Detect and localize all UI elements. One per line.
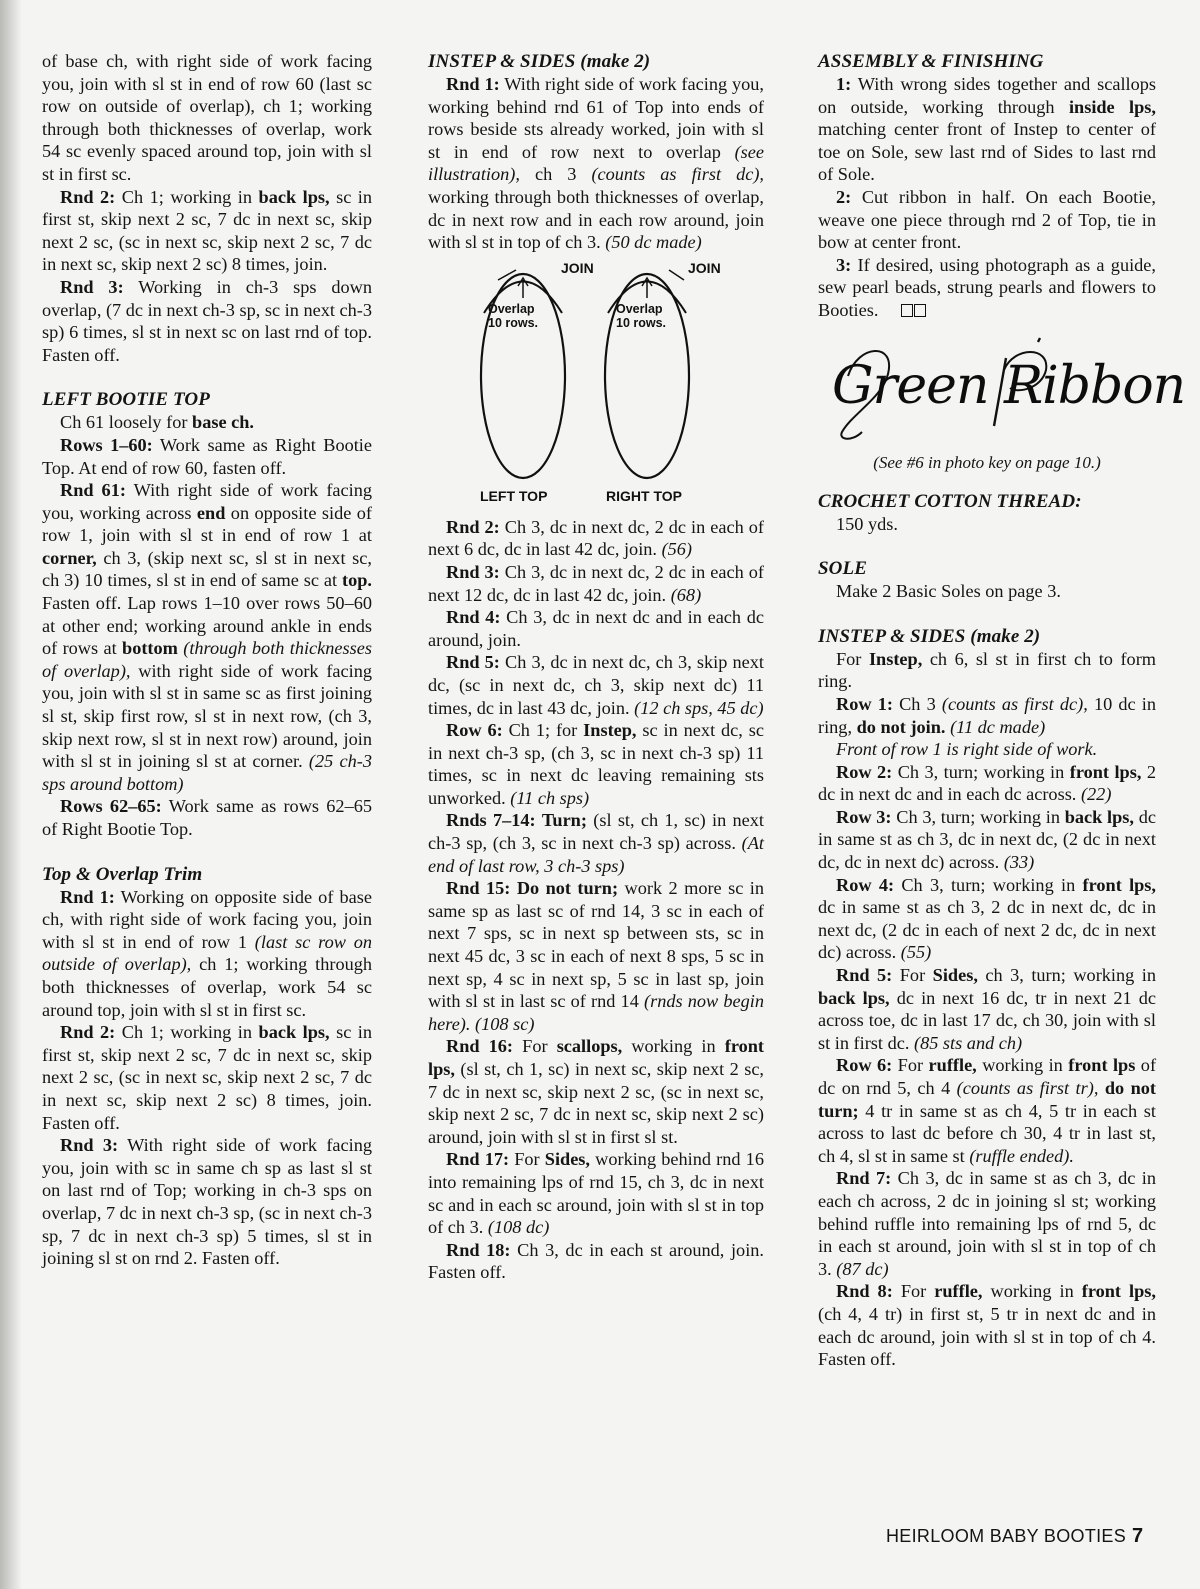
rows-label-left: 10 rows. [488, 315, 539, 330]
paragraph-row3: Row 3: Ch 3, turn; working in back lps, dc in same st as ch 3, dc in next dc, (2 dc in next dc, dc in next dc) across. (33) [818, 806, 1156, 873]
paragraph-row2: Row 2: Ch 3, turn; working in front lps, 2 dc in next dc and in each dc across. (22) [818, 761, 1156, 805]
paragraph-rows-62-65: Rows 62–65: Work same as rows 62–65 of Right Bootie Top. [42, 796, 372, 839]
pattern-title: Green Ribbon [832, 355, 1186, 416]
trim-heading: Top & Overlap Trim [42, 863, 203, 885]
page-footer [886, 1525, 1143, 1548]
page-number: 7 [1132, 1525, 1144, 1547]
paragraph-assembly-3: 3: If desired, using photograph as a guide, sew pearl beads, strung pearls and flowers to Booties. [818, 254, 1156, 320]
paragraph-assembly-2: 2: Cut ribbon in half. On each Bootie, weave one piece through rnd 2 of Top, tie in bow at center front. [818, 186, 1156, 253]
paragraph-col2-rnd15: Rnd 15: Do not turn; work 2 more sc in same sp as last sc of rnd 14, 3 sc in each of next 7 sps, sc in next sp between sts, sc in next 45 dc, 3 sc in each of next 8 sps, 5 sc in next sp, 4 sc in next sp, 5 sc in last sp, join with sl st in last sc of rnd 14 (rnds now begin here). (108 sc) [428, 878, 764, 1034]
paragraph-rnd61: Rnd 61: With right side of work facing you, working across end on opposite side of row 1, join with sl st in end of row 1 at corner, ch 3, (skip next sc, sl st in next sc, ch 3) 10 times, sl st in end of same sc at top. Fasten off. Lap rows 1–10 over rows 50–60 at other end; working around ankle in ends of rows at bottom (through both thicknesses of overlap), with right side of work facing you, join with sl st in same sc as first joining sl st, skip first row, sl st in next row, (ch 3, skip next row, sl st in next row) around, join with sl st in joining sl st at corner. (25 ch-3 sps around bottom) [42, 480, 373, 794]
page-edge-shadow [0, 0, 22, 1589]
paragraph-trim-rnd1: Rnd 1: Working on opposite side of base ch, with right side of work facing you, join with sl st in end of row 1 (last sc row on outside of overlap), ch 1; working through both thicknesses of overlap, work 54 sc around top, join with sl st in first sc. [42, 886, 373, 1020]
paragraph-col2-rnds-7-14: Rnds 7–14: Turn; (sl st, ch 1, sc) in next ch-3 sp, (ch 3, sc in next ch-3 sp) across. (At end of last row, 3 ch-3 sps) [428, 810, 764, 876]
sole-text: Make 2 Basic Soles on page 3. [836, 581, 1061, 602]
instep-sides-heading: INSTEP & SIDES (make 2) [428, 51, 651, 72]
overlap-label-left: Overlap [488, 301, 535, 316]
paragraph-col2-rnd5: Rnd 5: Ch 3, dc in next dc, ch 3, skip next dc, (sc in next dc, ch 3, skip next dc) 11 times, dc in last 43 dc, join. (12 ch sps, 45 dc) [428, 652, 764, 718]
column-3 [818, 50, 1186, 1371]
paragraph-rnd2: Rnd 2: Ch 1; working in back lps, sc in first st, skip next 2 sc, 7 dc in next sc, skip next 2 sc, (sc in next sc, skip next 2 sc, 7 dc in next sc, skip next 2 sc) 8 times, join. [42, 186, 373, 275]
paragraph-rnd3: Rnd 3: Working in ch-3 sps down overlap, (7 dc in next ch-3 sp, sc in next ch-3 sp) 6 times, sl st in next sc on last rnd of top. Fasten off. [42, 276, 372, 365]
paragraph-assembly-1: 1: With wrong sides together and scallops on outside, working through inside lps, matching center front of Instep to center of toe on Sole, sew last rnd of Sides to last rnd of Sole. [818, 74, 1156, 185]
thread-amount: 150 yds. [836, 513, 898, 534]
paragraph-rnd5: Rnd 5: For Sides, ch 3, turn; working in back lps, dc in next 16 dc, tr in next 21 dc across toe, dc in last 17 dc, ch 30, join with sl st in first dc. (85 sts and ch) [818, 965, 1156, 1053]
footer-title: HEIRLOOM BABY BOOTIES [886, 1526, 1127, 1546]
paragraph-left-ch: Ch 61 loosely for base ch. [60, 412, 254, 433]
paragraph-trim-rnd3: Rnd 3: With right side of work facing you, join with sc in same ch sp as last sl st on last rnd of Top; working in ch-3 sps on overlap, 7 dc in next ch-3 sp, (sc in next ch-3 sp, 7 dc in next ch-3 sp) 5 times, sl st in joining sl st on rnd 2. Fasten off. [42, 1135, 372, 1269]
paragraph-col2-rnd4: Rnd 4: Ch 3, dc in next dc and in each dc around, join. [428, 607, 765, 650]
right-top-label: RIGHT TOP [606, 487, 682, 504]
column-2 [428, 50, 764, 1284]
paragraph-col2-rnd16: Rnd 16: For scallops, working in front lps, (sl st, ch 1, sc) in next sc, skip next 2 sc, 7 dc in next sc, skip next 2 sc, (sc in next sc, skip next 2 sc, 7 dc in next sc, skip next 2 sc) around, join with sl st in first sl st. [428, 1036, 765, 1147]
paragraph-rnd8: Rnd 8: For ruffle, working in front lps, (ch 4, 4 tr) in first st, 5 tr in next dc and in each dc around, join with sl st in top of ch 4. Fasten off. [818, 1281, 1156, 1370]
overlap-label-right: Overlap [616, 301, 663, 316]
column-1 [42, 50, 372, 1270]
paragraph-col2-rnd3: Rnd 3: Ch 3, dc in next dc, 2 dc in each of next 12 dc, dc in last 42 dc, join. (68) [428, 561, 764, 605]
join-label-left: JOIN [561, 259, 594, 276]
pattern-title-art [818, 336, 1186, 448]
paragraph-row4: Row 4: Ch 3, turn; working in front lps, dc in same st as ch 3, 2 dc in next dc, dc in next dc, (2 dc in each of next 2 dc, dc in next dc) across. (55) [818, 874, 1156, 963]
paragraph-col2-rnd2: Rnd 2: Ch 3, dc in next dc, 2 dc in each of next 6 dc, dc in last 42 dc, join. (56) [428, 516, 764, 560]
paragraph-col2-rnd18: Rnd 18: Ch 3, dc in each st around, join. Fasten off. [428, 1239, 764, 1283]
paragraph-row6: Row 6: For ruffle, working in front lps of dc on rnd 5, ch 4 (counts as first tr), do not turn; 4 tr in same st as ch 4, 5 tr in each st across to last dc before ch 30, 4 tr in last st, ch 4, sl st in same st (ruffle ended). [818, 1055, 1157, 1166]
end-mark-icon [883, 299, 927, 322]
thread-heading: CROCHET COTTON THREAD: [818, 490, 1082, 512]
front-note: Front of row 1 is right side of work. [836, 739, 1098, 760]
paragraph-rnd7: Rnd 7: Ch 3, dc in same st as ch 3, dc in each ch across, 2 dc in joining sl st; working behind ruffle into remaining lps of rnd 5, dc in each st around, join with sl st in top of ch 3. (87 dc) [818, 1168, 1157, 1279]
paragraph-rows-1-60: Rows 1–60: Work same as Right Bootie Top. At end of row 60, fasten off. [42, 434, 372, 478]
photo-key-caption: (See #6 in photo key on page 10.) [873, 452, 1101, 472]
paragraph-intro: of base ch, with right side of work facing you, join with sl st in end of row 60 (last sc row on outside of overlap), ch 1; working through both thicknesses of overlap, work 54 sc evenly spaced around top, join with sl st in first sc. [42, 51, 372, 184]
instep-sides-heading-2: INSTEP & SIDES (make 2) [818, 625, 1041, 647]
paragraph-col2-rnd17: Rnd 17: For Sides, working behind rnd 16 into remaining lps of rnd 15, ch 3, dc in next sc and in each sc around, join with sl st in top of ch 3. (108 dc) [428, 1149, 764, 1238]
rows-label-right: 10 rows. [616, 315, 667, 330]
paragraph-row1: Row 1: Ch 3 (counts as first dc), 10 dc in ring, do not join. (11 dc made) [818, 693, 1156, 737]
diagram-ovals [428, 258, 764, 510]
left-bootie-top-heading: LEFT BOOTIE TOP [42, 389, 210, 411]
left-top-label: LEFT TOP [480, 487, 548, 504]
assembly-heading: ASSEMBLY & FINISHING [818, 51, 1044, 72]
paragraph-col2-row6: Row 6: Ch 1; for Instep, sc in next dc, sc in next ch-3 sp, (ch 3, sc in next ch-3 sp) 11 times, sc in next dc leaving remaining sts unworked. (11 ch sps) [428, 720, 764, 808]
paragraph-col2-rnd1: Rnd 1: With right side of work facing you, working behind rnd 61 of Top into ends of rows beside sts already worked, join with sl st in end of row next to overlap (see illustration), ch 3 (counts as first dc), working through both thicknesses of overlap, dc in next row and in each row around, join with sl st in top of ch 3. (50 dc made) [428, 74, 765, 253]
sole-heading: SOLE [818, 558, 867, 580]
bootie-top-diagram [428, 258, 764, 510]
paragraph-trim-rnd2: Rnd 2: Ch 1; working in back lps, sc in first st, skip next 2 sc, 7 dc in next sc, skip next 2 sc, (sc in next sc, skip next 2 sc, 7 dc in next sc, skip next 2 sc) 8 times, join. Fasten off. [42, 1022, 373, 1133]
join-label-right: JOIN [688, 259, 721, 276]
paragraph-instep-intro: For Instep, ch 6, sl st in first ch to form ring. [818, 648, 1157, 692]
